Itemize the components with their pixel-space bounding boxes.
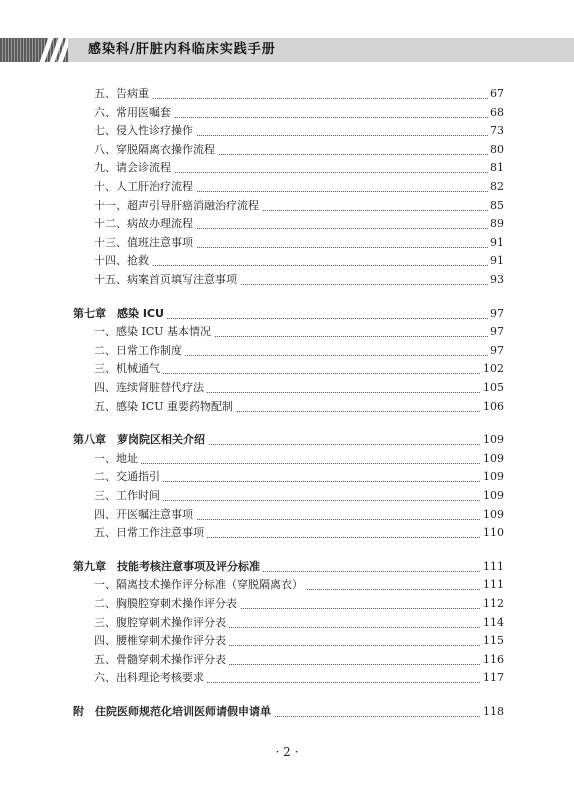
toc-entry-row[interactable] — [0, 595, 574, 613]
page-ref: 114 — [481, 614, 504, 632]
toc-entry-row[interactable] — [0, 576, 574, 594]
page-ref: 89 — [488, 215, 504, 233]
toc-entry-row[interactable] — [0, 468, 574, 486]
page-ref: 91 — [488, 252, 504, 270]
toc-entry-row[interactable] — [0, 632, 574, 650]
page-ref: 112 — [481, 595, 504, 613]
toc-entry-row[interactable] — [0, 234, 574, 252]
toc-chapter-row[interactable] — [0, 558, 574, 576]
chapter-title: 附 住院医师规范化培训医师请假申请单 — [73, 703, 274, 721]
chapter-title: 第九章 技能考核注意事项及评分标准 — [73, 558, 263, 576]
entry-title: 五、日常工作注意事项 — [94, 524, 207, 542]
toc-entry-row[interactable] — [0, 487, 574, 505]
entry-title: 九、请会诊流程 — [94, 159, 174, 177]
dot-leader — [94, 462, 488, 464]
entry-title: 四、连续肾脏替代疗法 — [94, 379, 207, 397]
dot-leader — [94, 97, 488, 99]
entry-title: 三、机械通气 — [94, 360, 163, 378]
page-ref: 91 — [488, 234, 504, 252]
toc-entry-row[interactable] — [0, 122, 574, 140]
page-ref: 110 — [481, 524, 504, 542]
entry-title: 六、常用医嘱套 — [94, 104, 174, 122]
toc-entry-row[interactable] — [0, 614, 574, 632]
toc-chapter-row[interactable] — [0, 703, 574, 721]
entry-title: 八、穿脱隔离衣操作流程 — [94, 141, 218, 159]
toc-entry-row[interactable] — [0, 524, 574, 542]
chapter-title: 第七章 感染 ICU — [73, 305, 167, 323]
toc-entry-row[interactable] — [0, 215, 574, 233]
page-ref: 97 — [488, 323, 504, 341]
page-ref: 109 — [481, 506, 504, 524]
entry-title: 三、工作时间 — [94, 487, 163, 505]
toc-entry-row[interactable] — [0, 379, 574, 397]
entry-title: 十三、值班注意事项 — [94, 234, 196, 252]
page-ref: 106 — [481, 398, 504, 416]
entry-title: 四、开医嘱注意事项 — [94, 506, 196, 524]
toc-chapter-row[interactable] — [0, 305, 574, 323]
chapter-title: 第八章 萝岗院区相关介绍 — [73, 431, 208, 449]
toc-entry-row[interactable] — [0, 398, 574, 416]
page-ref: 109 — [481, 450, 504, 468]
entry-title: 十、人工肝治疗流程 — [94, 178, 196, 196]
page-number: · 2 · — [275, 745, 299, 759]
toc-entry-row[interactable] — [0, 159, 574, 177]
page-ref: 93 — [488, 271, 504, 289]
page-ref: 109 — [481, 431, 504, 449]
toc-entry-row[interactable] — [0, 342, 574, 360]
page-ref: 73 — [488, 122, 504, 140]
page-ref: 117 — [481, 669, 504, 687]
page-ref: 116 — [481, 651, 504, 669]
toc-entry-row[interactable] — [0, 450, 574, 468]
entry-title: 三、腹腔穿刺术操作评分表 — [94, 614, 229, 632]
page-ref: 118 — [481, 703, 504, 721]
entry-title: 一、地址 — [94, 450, 141, 468]
toc-entry-row[interactable] — [0, 197, 574, 215]
entry-title: 十二、病故办理流程 — [94, 215, 196, 233]
toc-entry-row[interactable] — [0, 85, 574, 103]
entry-title: 五、感染 ICU 重要药物配制 — [94, 398, 236, 416]
page-ref: 109 — [481, 468, 504, 486]
page-ref: 105 — [481, 379, 504, 397]
entry-title: 十四、抢救 — [94, 252, 152, 270]
toc-entry-row[interactable] — [0, 271, 574, 289]
toc-entry-row[interactable] — [0, 506, 574, 524]
toc-entry-row[interactable] — [0, 360, 574, 378]
toc-entry-row[interactable] — [0, 178, 574, 196]
page-ref: 68 — [488, 104, 504, 122]
entry-title: 四、腰椎穿刺术操作评分表 — [94, 632, 229, 650]
page-ref: 67 — [488, 85, 504, 103]
entry-title: 二、日常工作制度 — [94, 342, 185, 360]
dot-leader — [94, 264, 488, 266]
toc-entry-row[interactable] — [0, 323, 574, 341]
toc-chapter-row[interactable] — [0, 431, 574, 449]
page-ref: 111 — [481, 558, 504, 576]
entry-title: 五、告病重 — [94, 85, 152, 103]
entry-title: 二、胸膜腔穿刺术操作评分表 — [94, 595, 240, 613]
page-ref: 97 — [488, 342, 504, 360]
entry-title: 一、隔离技术操作评分标准（穿脱隔离衣） — [94, 576, 306, 594]
page-ref: 115 — [481, 632, 504, 650]
page-ref: 80 — [488, 141, 504, 159]
running-header — [0, 38, 574, 62]
entry-title: 六、出科理论考核要求 — [94, 669, 207, 687]
page-ref: 81 — [488, 159, 504, 177]
running-header-title: 感染科/肝脏内科临床实践手册 — [68, 38, 574, 62]
entry-title: 一、感染 ICU 基本情况 — [94, 323, 214, 341]
entry-title: 十五、病案首页填写注意事项 — [94, 271, 240, 289]
page-ref: 102 — [481, 360, 504, 378]
toc-entry-row[interactable] — [0, 104, 574, 122]
toc-entry-row[interactable] — [0, 252, 574, 270]
toc-entry-row[interactable] — [0, 651, 574, 669]
page-ref: 111 — [481, 576, 504, 594]
page-ref: 85 — [488, 197, 504, 215]
page-ref: 97 — [488, 305, 504, 323]
entry-title: 十一、超声引导肝癌消融治疗流程 — [94, 197, 262, 215]
toc-entry-row[interactable] — [0, 669, 574, 687]
toc-entry-row[interactable] — [0, 141, 574, 159]
entry-title: 二、交通指引 — [94, 468, 163, 486]
entry-title: 五、骨髓穿刺术操作评分表 — [94, 651, 229, 669]
page-ref: 109 — [481, 487, 504, 505]
entry-title: 七、侵入性诊疗操作 — [94, 122, 196, 140]
page-ref: 82 — [488, 178, 504, 196]
